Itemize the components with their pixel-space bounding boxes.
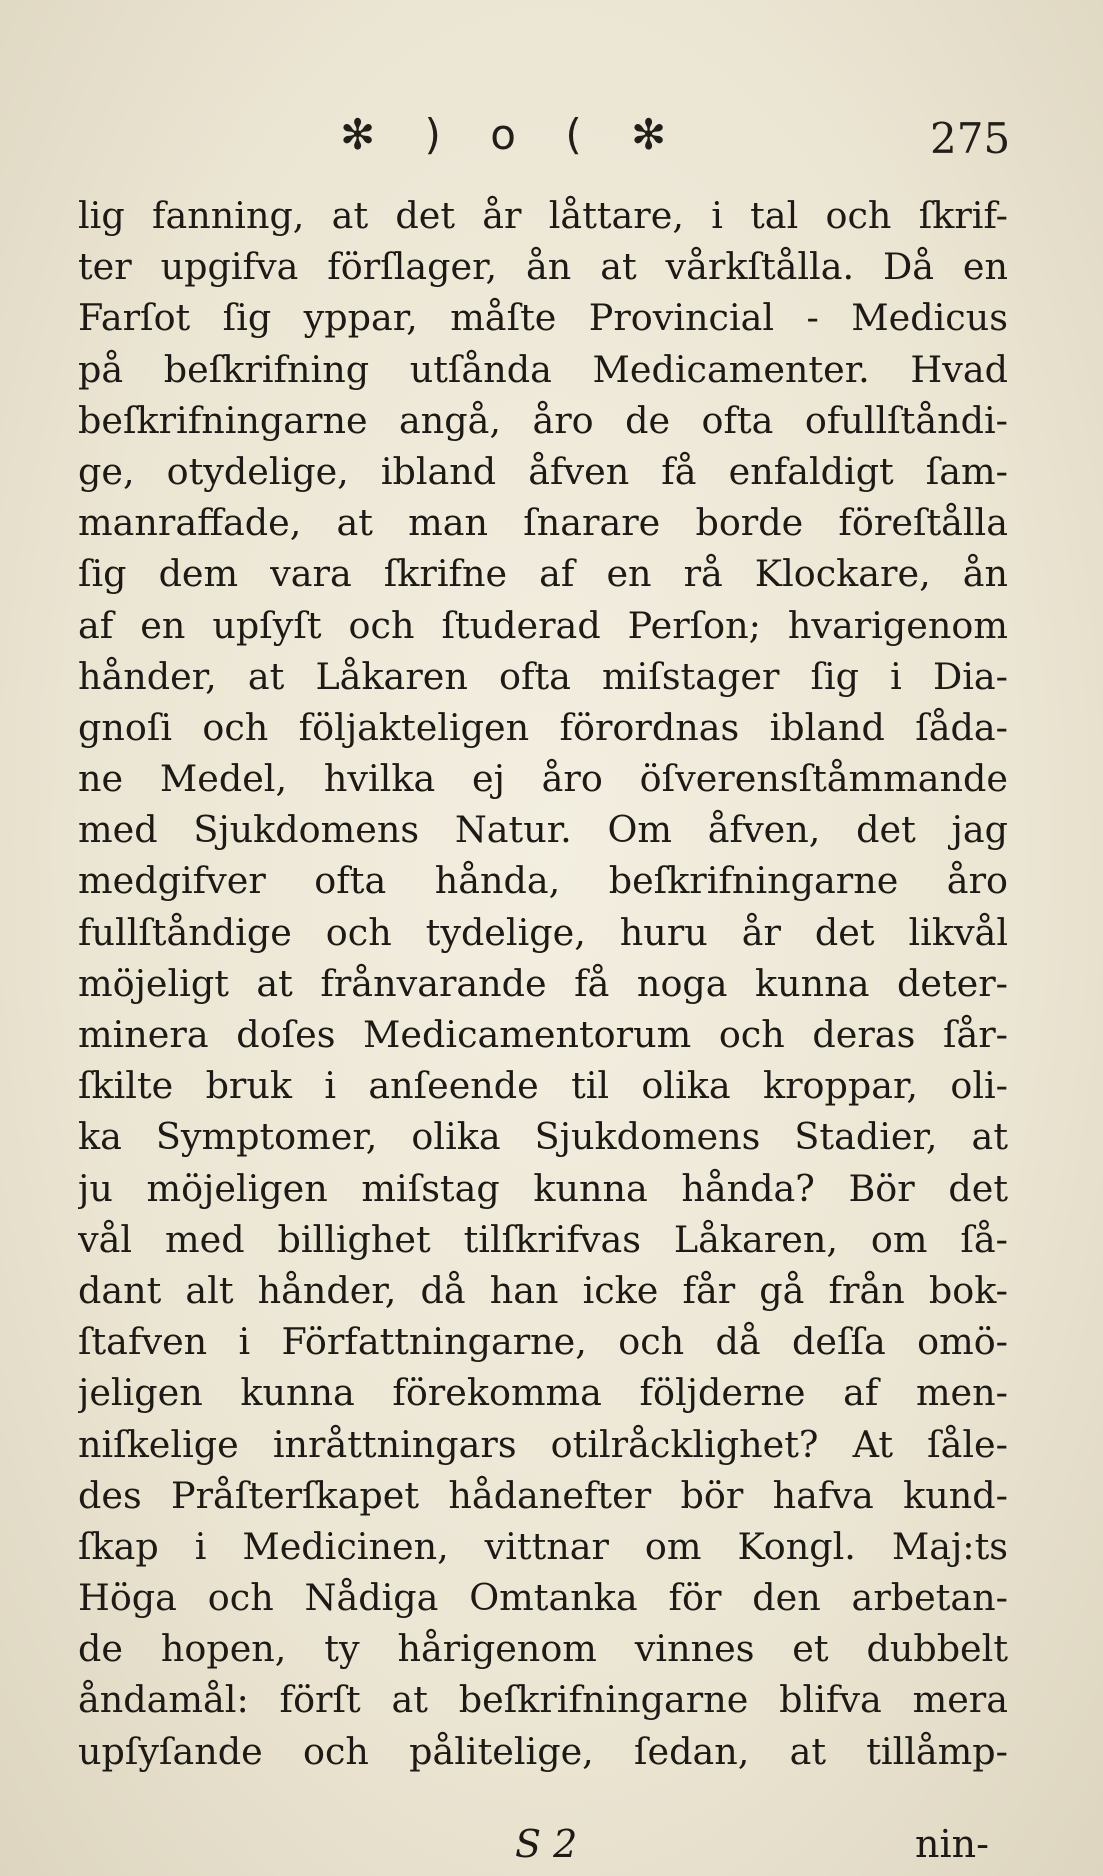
text-line: möjeligt at frånvarande få noga kunna deter-	[78, 961, 1008, 1005]
text-line: på beſkrifning utſånda Medicamenter. Hvad	[78, 347, 1008, 391]
text-line: dant alt hånder, då han icke får gå från bok-	[78, 1268, 1008, 1312]
text-line: vål med billighet tilſkrifvas Låkaren, om ſå-	[78, 1217, 1008, 1261]
page-header	[0, 110, 1103, 180]
text-line: åndamål: förſt at beſkrifningarne blifva mera	[78, 1678, 1008, 1722]
text-line: ſkap i Medicinen, vittnar om Kongl. Maj:ts	[78, 1524, 1008, 1568]
page-footer	[0, 1822, 1103, 1872]
text-line: medgifver ofta hånda, beſkrifningarne åro	[78, 859, 1008, 903]
text-line: ju möjeligen miſstag kunna hånda? Bör det	[78, 1166, 1008, 1210]
text-line: hånder, at Låkaren ofta miſstager ſig i Dia-	[78, 654, 1008, 698]
text-line: upſyſande och pålitelige, ſedan, at tillåmp-	[78, 1729, 1008, 1773]
text-line: des Pråſterſkapet hådanefter bör hafva kund-	[78, 1473, 1008, 1517]
text-line: de hopen, ty hårigenom vinnes et dubbelt	[78, 1627, 1008, 1671]
text-line: lig fanning, at det år låttare, i tal och ſkrif-	[78, 194, 1008, 237]
text-line: fullſtåndige och tydelige, huru år det likvål	[78, 910, 1008, 954]
text-line: ſkilte bruk i anſeende til olika kroppar, oli-	[78, 1064, 1008, 1108]
text-line: Höga och Nådiga Omtanka för den arbetan-	[78, 1576, 1008, 1620]
signature-mark: S 2	[515, 1822, 578, 1866]
text-line: ge, otydelige, ibland åfven få enfaldigt ſam-	[78, 449, 1008, 493]
text-line: ter upgifva förſlager, ån at vårkſtålla. Då en	[78, 245, 1008, 289]
text-line: minera doſes Medicamentorum och deras ſår-	[78, 1013, 1008, 1056]
text-line: ſig dem vara ſkrifne af en rå Klockare, ån	[78, 552, 1008, 596]
text-line: manraffade, at man ſnarare borde föreſtålla	[78, 501, 1008, 545]
text-line: niſkelige inråttningars otilråcklighet? At ſåle-	[78, 1422, 1008, 1466]
text-line: med Sjukdomens Natur. Om åfven, det jag	[78, 808, 1008, 852]
catchword: nin-	[915, 1822, 989, 1866]
text-line: ne Medel, hvilka ej åro öſverensſtåmmande	[78, 757, 1008, 801]
text-line: gnoſi och följakteligen förordnas ibland ſåda-	[78, 705, 1008, 749]
header-ornament: ✻ ) o ( ✻	[340, 110, 685, 159]
text-line: Farſot ſig yppar, måſte Provincial - Medicus	[78, 296, 1008, 340]
page-number: 275	[930, 114, 1011, 163]
text-line: af en upſyſt och ſtuderad Perſon; hvarigenom	[78, 603, 1008, 647]
text-line: ſtafven i Författningarne, och då deſſa omö-	[78, 1320, 1008, 1364]
text-line: jeligen kunna förekomma följderne af men-	[78, 1371, 1008, 1415]
text-line: ka Symptomer, olika Sjukdomens Stadier, at	[78, 1115, 1008, 1159]
body-text	[78, 190, 1008, 1777]
text-line: beſkrifningarne angå, åro de ofta ofullſtåndi-	[78, 398, 1008, 442]
